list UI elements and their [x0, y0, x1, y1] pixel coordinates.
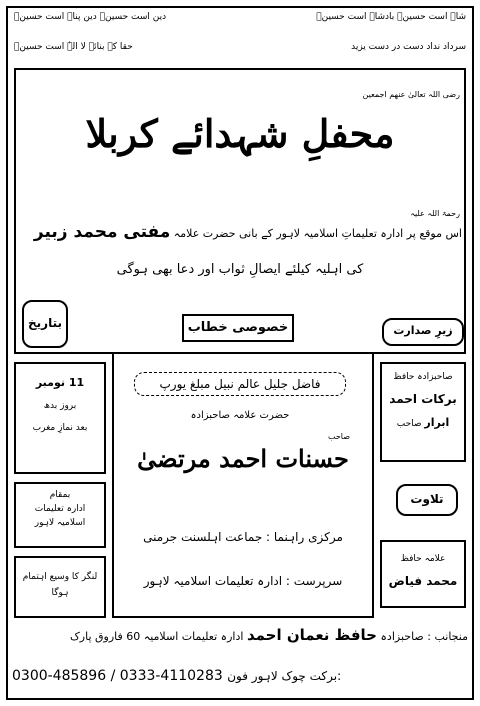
munjanib-rest: ادارہ تعلیمات اسلامیہ 60 فاروق پارک [69, 630, 244, 643]
sadarat-name2: ابرار [424, 416, 450, 429]
sadarat-sub: صاحبزادہ حافظ [393, 372, 453, 382]
hazrat-text: حضرت علامہ صاحبزادہ [190, 410, 290, 421]
radi-allah-text: رضی اللہ تعالیٰ عنھم اجمعین [362, 90, 460, 99]
sadarat-sahib: صاحب [396, 419, 422, 429]
sadarat-name2-row [382, 416, 464, 429]
footer-line2 [12, 668, 468, 684]
sarparast-text: سرپرست : ادارہ تعلیمات اسلامیہ لاہور [143, 574, 343, 588]
intro-line1 [18, 222, 462, 242]
intro-mufti-name: مفتی محمد زبیر [33, 222, 171, 242]
date-value: 11 نومبر [35, 376, 85, 389]
sahib-text: صاحب [327, 432, 350, 441]
phone-separator: / [110, 668, 120, 684]
couplet-line1-left: دین است حسینؑ دین پناہ است حسینؑ [14, 12, 167, 22]
couplet-line2-right: سرداد نداد دست در دست یزید [351, 42, 466, 52]
date-box [14, 362, 106, 474]
sadarat-name1: برکات احمد [389, 392, 457, 406]
munjanib-label: منجانب : صاحبزادہ [380, 630, 468, 643]
venue-line1: ادارہ تعلیمات [34, 504, 86, 514]
speaker-title: فاضل جلیل عالم نبیل مبلغ یورپ [134, 372, 346, 396]
venue-line2: اسلامیہ لاہور [34, 518, 86, 528]
tilawat-box [380, 540, 466, 608]
footer-line1 [12, 626, 468, 644]
khitab-title: خصوصی خطاب [182, 314, 294, 342]
address: برکت چوک لاہور فون: [227, 669, 342, 683]
intro-line1-prefix: اس موقع پر ادارہ تعلیماتِ اسلامیہ لاہور کے بانی حضرت علامہ [173, 227, 462, 240]
phone2: 0300-485896 [12, 668, 107, 684]
couplet-line2-left: حقا کہ بنائے لا الہٰ است حسینؑ [14, 42, 133, 52]
tilawat-title: تلاوت [396, 484, 458, 516]
venue-box [14, 482, 106, 548]
sadarat-title: زیرِ صدارت [382, 318, 464, 346]
title-main: محفلِ شہدائے کربلا [85, 111, 395, 156]
langar-line2: ہوگا [51, 588, 69, 598]
tilawat-name: محمد فیاض [388, 574, 458, 588]
date-title: بتاریخ [22, 300, 68, 348]
venue-title: بمقام [49, 490, 71, 500]
munjanib-name: حافظ نعمان احمد [246, 626, 377, 644]
date-day: بروز بدھ [43, 401, 77, 411]
speaker-name: حسنات احمد مرتضیٰ [137, 444, 349, 473]
couplet-line1-right: شاہ است حسینؑ بادشاہ است حسینؑ [316, 12, 466, 22]
rahmat-text: رحمۃ اللہ علیہ [410, 209, 460, 218]
intro-line2: کی اہلیہ کیلئے ایصالِ ثواب اور دعا بھی ہوگی [116, 262, 364, 277]
date-time: بعد نمازِ مغرب [32, 423, 88, 433]
sadarat-box [380, 362, 466, 462]
phone1: 0333-4110283 [119, 668, 223, 684]
markazi-text: مرکزی راہنما : جماعت اہلسنت جرمنی [143, 530, 343, 544]
langar-box [14, 556, 106, 618]
tilawat-sub: علامہ حافظ [400, 554, 446, 564]
langar-line1: لنگر کا وسیع اہتمام [22, 572, 98, 582]
